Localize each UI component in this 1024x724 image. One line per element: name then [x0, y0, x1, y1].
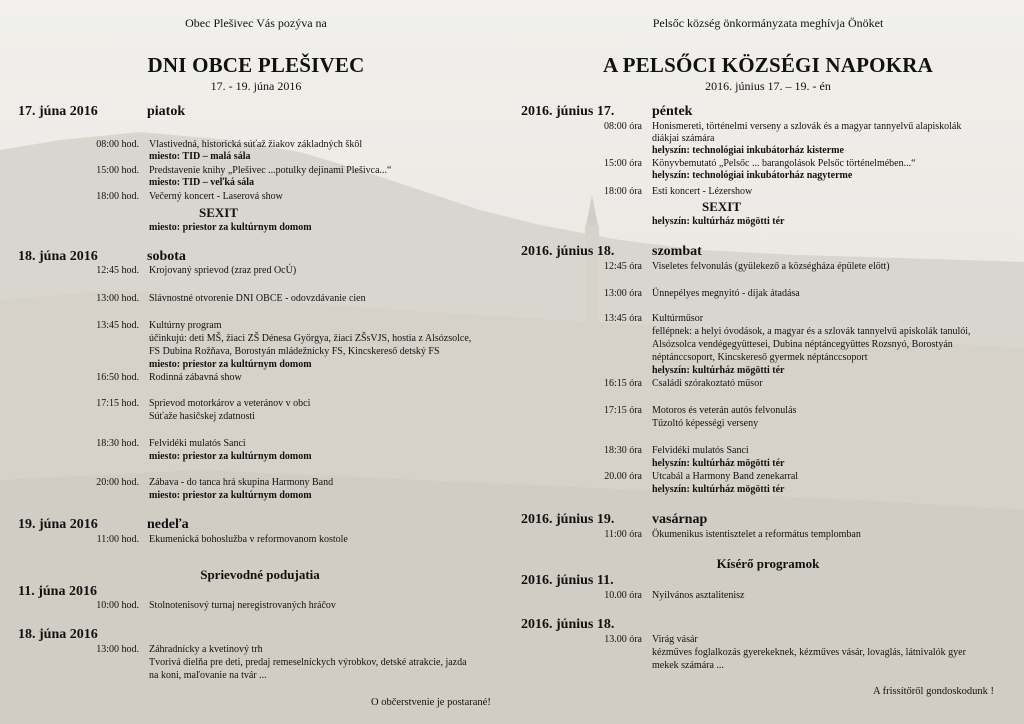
- event-detail: néptánccsoport, Kincskereső gyermek néptánccsoport: [652, 352, 868, 363]
- sexit-heading: SEXIT: [702, 199, 742, 214]
- event-place: helyszín: kultúrház mögötti tér: [652, 484, 785, 495]
- event-text: Ökumenikus istentisztelet a református templomban: [652, 529, 861, 540]
- event-detail: kézműves foglalkozás gyerekeknek, kézműves vásár, lovaglás, látnivalók gyer: [652, 647, 966, 658]
- time: 13.00 óra: [604, 634, 642, 645]
- time: 11:00 óra: [604, 529, 642, 540]
- left-dates: 17. - 19. júna 2016: [210, 79, 302, 93]
- event-place: miesto: TID – malá sála: [149, 151, 251, 162]
- time: 20.00 óra: [604, 471, 642, 482]
- right-day2-date: 2016. június 18.: [521, 244, 615, 259]
- event-text: Utcabál a Harmony Band zenekarral: [652, 471, 799, 482]
- time: 10.00 óra: [604, 590, 642, 601]
- event-text: Zábava - do tanca hrá skupina Harmony Band: [149, 477, 334, 488]
- event-text: Ünnepélyes megnyitó - díjak átadása: [652, 288, 800, 299]
- event-place: miesto: priestor za kultúrnym domom: [149, 451, 312, 462]
- right-side-date2: 2016. június 18.: [521, 617, 615, 632]
- left-day1-weekday: piatok: [147, 104, 186, 119]
- time: 13:45 hod.: [96, 320, 139, 331]
- time: 15:00 óra: [603, 158, 642, 169]
- event-text: Večerný koncert - Laserová show: [149, 191, 283, 202]
- time: 17:15 hod.: [96, 398, 139, 409]
- time: 18:30 hod.: [96, 438, 139, 449]
- event-detail: FS Dubina Rožňava, Borostyán mládežnícky FS, Kincskereső detský FS: [149, 346, 440, 357]
- left-day3-weekday: nedeľa: [147, 517, 189, 532]
- event-detail: diákjai számára: [652, 133, 715, 144]
- time: 16:50 hod.: [96, 372, 139, 383]
- right-day1-date: 2016. június 17.: [521, 104, 615, 119]
- left-side-heading: Sprievodné podujatia: [200, 567, 320, 582]
- right-side-date1: 2016. június 11.: [521, 573, 614, 588]
- right-day1-weekday: péntek: [652, 104, 693, 119]
- time: 13:00 óra: [603, 288, 642, 299]
- event-detail: Súťaže hasičskej zdatnosti: [149, 411, 255, 422]
- event-text: Záhradnícky a kvetinový trh: [149, 644, 263, 655]
- event-place: helyszín: kultúrház mögötti tér: [652, 458, 785, 469]
- event-text: Kultúrny program: [149, 320, 222, 331]
- event-detail: Tűzoltó képességi verseny: [652, 418, 759, 429]
- event-text: Ekumenická bohoslužba v reformovanom kostole: [149, 534, 348, 545]
- left-day3-date: 19. júna 2016: [18, 517, 98, 532]
- event-text: Esti koncert - Lézershow: [652, 186, 753, 197]
- event-place: miesto: priestor za kultúrnym domom: [149, 490, 312, 501]
- left-day1-date: 17. júna 2016: [18, 104, 98, 119]
- event-text: Családi szórakoztató műsor: [652, 378, 763, 389]
- time: 08:00 hod.: [96, 139, 139, 150]
- right-title: A PELSŐCI KÖZSÉGI NAPOKRA: [603, 53, 933, 77]
- event-detail: fellépnek: a helyi óvodások, a magyar és a szlovák tannyelvű apiskolák tanulói,: [652, 326, 971, 337]
- event-detail: účinkujú: deti MŠ, žiaci ZŠ Dénesa Györgya, žiaci ZŠsVJS, hostia z Alsózsolce,: [149, 333, 472, 344]
- event-place: helyszín: technológiai inkubátorház nagyterme: [652, 170, 853, 181]
- event-text: Sprievod motorkárov a veteránov v obci: [149, 398, 311, 409]
- right-day3-weekday: vasárnap: [652, 512, 708, 527]
- right-day2-weekday: szombat: [652, 244, 702, 259]
- time: 13:00 hod.: [96, 644, 139, 655]
- left-footer: O občerstvenie je postarané!: [371, 697, 491, 708]
- left-side-date1: 11. júna 2016: [18, 584, 97, 599]
- event-text: Vlastivedná, historická súťaž žiakov základných škôl: [149, 139, 363, 150]
- event-place: helyszín: kultúrház mögötti tér: [652, 216, 785, 227]
- event-text: Slávnostné otvorenie DNI OBCE - odovzdávanie cien: [149, 293, 366, 304]
- left-side-date2: 18. júna 2016: [18, 627, 98, 642]
- time: 13:45 óra: [603, 313, 642, 324]
- right-side-heading: Kísérő programok: [716, 556, 820, 571]
- time: 08:00 óra: [603, 121, 642, 132]
- time: 16:15 óra: [603, 378, 642, 389]
- event-text: Viseletes felvonulás (gyülekező a községháza épülete elött): [652, 261, 890, 272]
- time: 10:00 hod.: [96, 600, 139, 611]
- time: 15:00 hod.: [96, 165, 139, 176]
- event-place: helyszín: kultúrház mögötti tér: [652, 365, 785, 376]
- event-place: helyszín: technológiai inkubátorház kisterme: [652, 145, 844, 156]
- event-text: Rodinná zábavná show: [149, 372, 242, 383]
- sexit-heading: SEXIT: [199, 205, 239, 220]
- event-detail: Alsózsolca vendégegyüttesei, Dubina néptáncegyüttes Rozsnyó, Borostyán: [652, 339, 953, 350]
- time: 18:00 óra: [603, 186, 642, 197]
- time: 11:00 hod.: [96, 534, 139, 545]
- event-detail: na koni, maľovanie na tvár ...: [149, 670, 267, 681]
- time: 20:00 hod.: [96, 477, 139, 488]
- event-text: Virág vásár: [652, 634, 698, 645]
- event-text: Motoros és veterán autós felvonulás: [652, 405, 797, 416]
- event-text: Könyvbemutató „Pelsőc ... barangolások Pelsőc történelmében...“: [652, 158, 916, 169]
- event-detail: Tvorivá dielňa pre deti, predaj remeselníckych výrobkov, detské atrakcie, jazda: [149, 657, 467, 668]
- event-text: Honismereti, történelmi verseny a szlovák és a magyar tannyelvű alapiskolák: [652, 121, 962, 132]
- right-day3-date: 2016. június 19.: [521, 512, 615, 527]
- right-dates: 2016. június 17. – 19. - én: [705, 79, 831, 93]
- right-footer: A frissítőről gondoskodunk !: [873, 686, 995, 697]
- event-text: Kultúrműsor: [652, 313, 704, 324]
- time: 17:15 óra: [603, 405, 642, 416]
- event-text: Krojovaný sprievod (zraz pred OcÚ): [149, 265, 297, 276]
- left-day2-date: 18. júna 2016: [18, 249, 98, 264]
- event-text: Felvidéki mulatós Sanci: [149, 438, 246, 449]
- event-detail: mekek számára ...: [652, 660, 724, 671]
- event-text: Felvidéki mulatós Sanci: [652, 445, 749, 456]
- event-place: miesto: priestor za kultúrnym domom: [149, 359, 312, 370]
- event-text: Stolnotenisový turnaj neregistrovaných hráčov: [149, 600, 336, 611]
- time: 18:30 óra: [603, 445, 642, 456]
- event-text: Predstavenie knihy „Plešivec ...potulky dejinami Plešivca...“: [149, 165, 392, 176]
- time: 13:00 hod.: [96, 293, 139, 304]
- right-intro: Pelsőc község önkormányzata meghívja Önöket: [652, 16, 884, 30]
- event-place: miesto: TID – veľká sála: [149, 177, 255, 188]
- left-title: DNI OBCE PLEŠIVEC: [147, 53, 365, 77]
- left-day2-weekday: sobota: [147, 249, 186, 264]
- time: 12:45 hod.: [96, 265, 139, 276]
- time: 18:00 hod.: [96, 191, 139, 202]
- event-text: Nyilvános asztalitenisz: [652, 590, 745, 601]
- time: 12:45 óra: [603, 261, 642, 272]
- left-intro: Obec Plešivec Vás pozýva na: [185, 16, 327, 30]
- event-place: miesto: priestor za kultúrnym domom: [149, 222, 312, 233]
